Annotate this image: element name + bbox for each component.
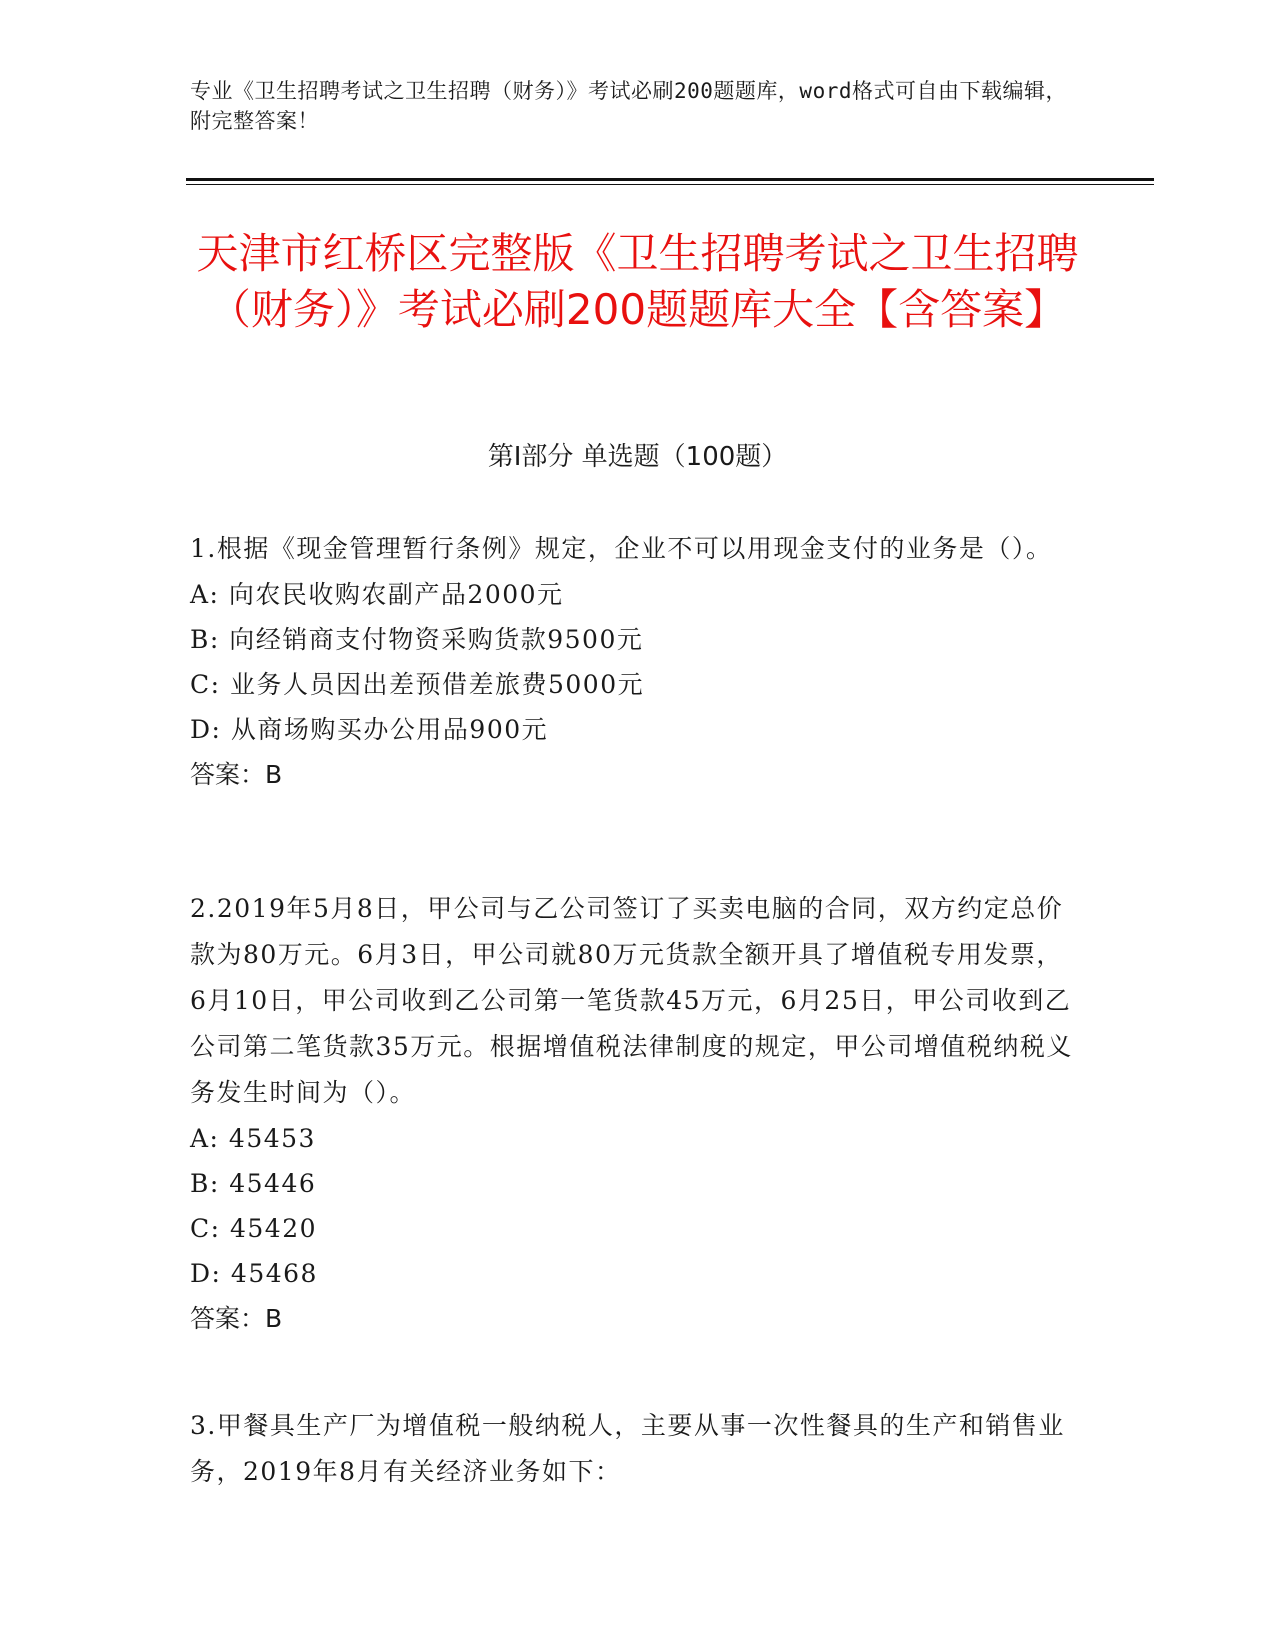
header-divider-thick: [186, 178, 1154, 181]
answer: 答案：B: [190, 1304, 283, 1333]
option-a: A: 向农民收购农副产品2000元: [190, 580, 564, 609]
option-d: D: 从商场购买办公用品900元: [190, 715, 549, 744]
header-note: 专业《卫生招聘考试之卫生招聘（财务）》考试必刷200题题库，word格式可自由下载编辑，附完整答案！: [190, 79, 1067, 133]
option-b: B: 45446: [190, 1169, 317, 1198]
question-text: 3.甲餐具生产厂为增值税一般纳税人，主要从事一次性餐具的生产和销售业务，2019年8月有关经济业务如下：: [190, 1411, 1065, 1486]
section-heading: 第I部分 单选题（100题）: [487, 442, 788, 472]
option-c: C: 业务人员因出差预借差旅费5000元: [190, 670, 645, 699]
answer: 答案：B: [190, 760, 283, 789]
option-d: D: 45468: [190, 1259, 318, 1288]
question-text: 2.2019年5月8日，甲公司与乙公司签订了买卖电脑的合同，双方约定总价款为80万元。6月3日，甲公司就80万元货款全额开具了增值税专用发票，6月10日，甲公司收到乙公司第一笔货款45万元，6月25日，甲公司收到乙公司第二笔货款35万元。根据增值税法律制度的规定，甲公司增值税纳税义务发生时间为（）。: [190, 894, 1073, 1107]
question-text: 1.根据《现金管理暂行条例》规定，企业不可以用现金支付的业务是（）。: [190, 534, 1053, 563]
question-2: [190, 886, 1080, 1342]
option-b: B: 向经销商支付物资采购货款9500元: [190, 625, 644, 654]
header-divider-thin: [186, 184, 1154, 185]
document-title: 天津市红桥区完整版《卫生招聘考试之卫生招聘（财务）》考试必刷200题题库大全【含答案】: [196, 229, 1079, 334]
question-1: [190, 526, 1080, 798]
option-a: A: 45453: [190, 1124, 316, 1153]
question-3: [190, 1403, 1080, 1495]
option-c: C: 45420: [190, 1214, 318, 1243]
